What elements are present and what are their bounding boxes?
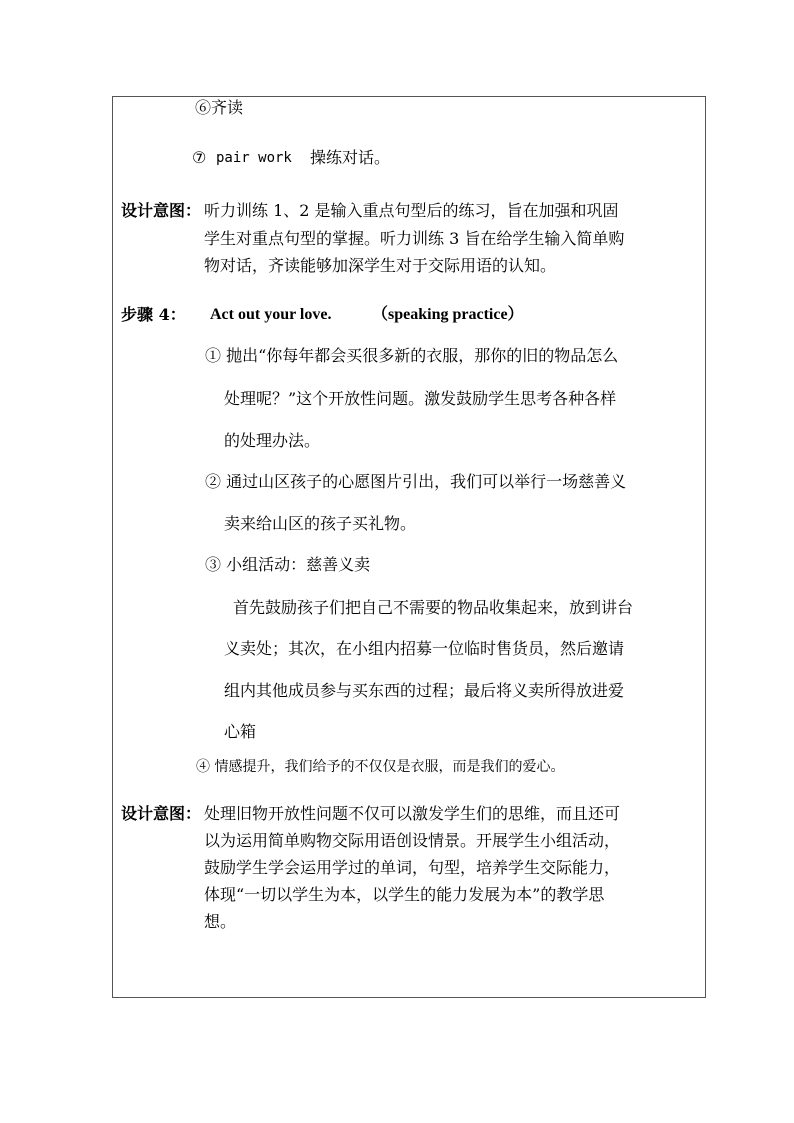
step-4-label: 步骤 4： bbox=[121, 305, 186, 324]
design-intent-2-line-4: 体现“一切以学生为本，以学生的能力发展为本”的教学思 bbox=[204, 885, 605, 904]
design-intent-2-line-3: 鼓励学生学会运用学过的单词，句型，培养学生交际能力， bbox=[204, 858, 621, 877]
step-4-subtitle: （speaking practice） bbox=[372, 306, 524, 323]
design-intent-2-line-5: 想。 bbox=[204, 912, 237, 931]
point-1-line-1: ① 抛出“你每年都会买很多新的衣服，那你的旧的物品怎么 bbox=[205, 346, 619, 365]
point-3-line-1: ③ 小组活动：慈善义卖 bbox=[205, 555, 371, 574]
design-intent-1-line-2: 学生对重点句型的掌握。听力训练 3 旨在给学生输入简单购 bbox=[204, 229, 625, 248]
step-item-6: ⑥齐读 bbox=[195, 98, 244, 117]
step-4-title: Act out your love. bbox=[210, 306, 332, 323]
point-2-line-2: 卖来给山区的孩子买礼物。 bbox=[224, 514, 417, 533]
step-item-7-english: pair work bbox=[216, 150, 292, 166]
point-2-line-1: ② 通过山区孩子的心愿图片引出，我们可以举行一场慈善义 bbox=[205, 472, 627, 491]
point-4: ④ 情感提升，我们给予的不仅仅是衣服，而是我们的爱心。 bbox=[196, 759, 565, 775]
point-3-line-2: 首先鼓励孩子们把自己不需要的物品收集起来，放到讲台 bbox=[233, 598, 634, 617]
point-3-line-4: 组内其他成员参与买东西的过程；最后将义卖所得放进爱 bbox=[224, 681, 625, 700]
point-1-line-3: 的处理办法。 bbox=[224, 431, 321, 450]
step-item-7-text: 操练对话。 bbox=[310, 148, 391, 167]
design-intent-1-line-3: 物对话，齐读能够加深学生对于交际用语的认知。 bbox=[204, 256, 557, 275]
point-3-line-5: 心箱 bbox=[224, 722, 257, 741]
design-intent-label-1: 设计意图： bbox=[121, 201, 202, 220]
point-3-line-3: 义卖处；其次，在小组内招募一位临时售货员，然后邀请 bbox=[224, 639, 625, 658]
design-intent-2-line-1: 处理旧物开放性问题不仅可以激发学生们的思维，而且还可 bbox=[204, 804, 621, 823]
design-intent-label-2: 设计意图： bbox=[121, 804, 202, 823]
point-1-line-2: 处理呢？”这个开放性问题。激发鼓励学生思考各种各样 bbox=[224, 389, 617, 408]
step-item-7-number: ⑦ bbox=[192, 148, 207, 167]
design-intent-1-line-1: 听力训练 1、2 是输入重点句型后的练习，旨在加强和巩固 bbox=[204, 201, 619, 220]
design-intent-2-line-2: 以为运用简单购物交际用语创设情景。开展学生小组活动， bbox=[204, 831, 621, 850]
